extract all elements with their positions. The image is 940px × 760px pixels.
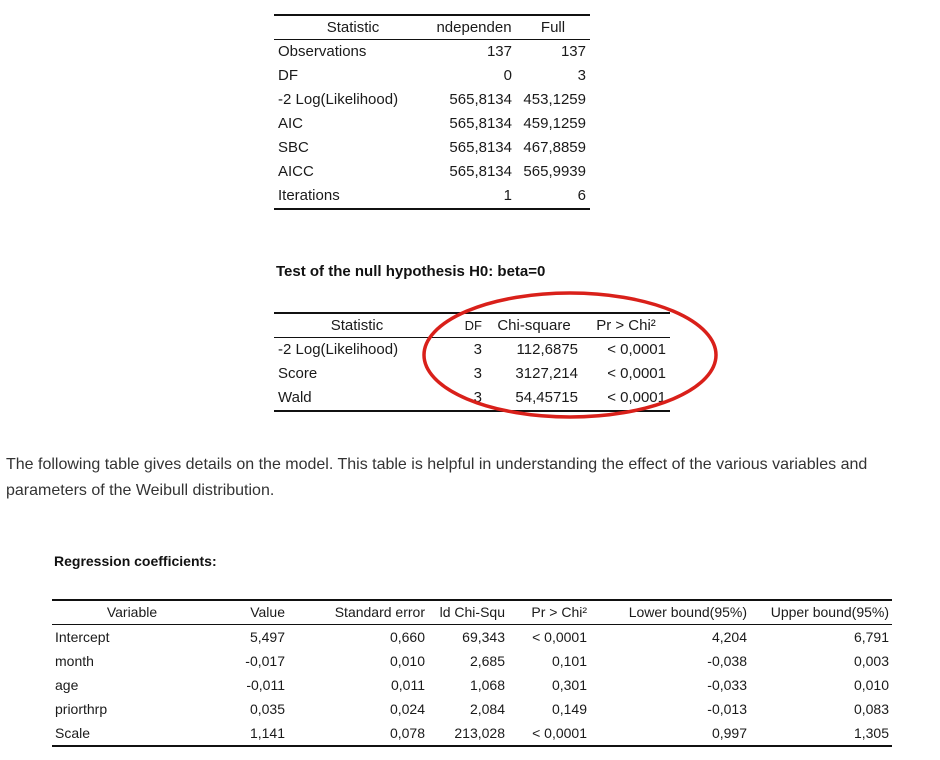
cell-value: 0,997 [711,725,747,741]
cell-value: 3 [473,341,482,358]
cell-value: 69,343 [462,629,505,645]
cell-value: 2,084 [469,701,505,717]
table-row [52,649,892,673]
cell-value: 453,1259 [523,91,586,108]
cell-value: -0,013 [707,701,747,717]
row-label: AICC [278,163,314,180]
cell-value: 1,141 [249,725,285,741]
table-row [52,673,892,697]
column-header: Pr > Chi² [596,317,656,334]
cell-value: 0 [503,67,512,84]
cell-value: 2,685 [469,653,505,669]
cell-value: 565,8134 [449,115,512,132]
cell-value: -0,017 [245,653,285,669]
cell-value: 467,8859 [523,139,586,156]
regression-coefficients-table [52,599,892,747]
cell-value: 565,9939 [523,163,586,180]
table-row [274,136,590,160]
cell-value: 1,068 [469,677,505,693]
cell-value: 0,024 [389,701,425,717]
table-row [274,160,590,184]
cell-value: 0,078 [389,725,425,741]
column-header: Upper bound(95%) [770,604,889,620]
cell-value: -0,011 [246,677,285,693]
row-label: month [55,653,94,669]
cell-value: 0,010 [389,653,425,669]
cell-value: 565,8134 [449,163,512,180]
table-header-row [52,600,892,625]
row-label: -2 Log(Likelihood) [278,341,399,358]
highlight-ellipse [424,293,716,417]
row-label: DF [278,67,298,84]
cell-value: 213,028 [454,725,505,741]
table-row [274,184,590,209]
goodness-of-fit-table [274,14,590,210]
cell-value: 0,149 [551,701,587,717]
column-header: Statistic [330,317,384,334]
column-header: Pr > Chi² [531,604,587,620]
cell-value: < 0,0001 [607,365,666,382]
cell-value: 565,8134 [449,91,512,108]
cell-value: 3 [473,389,482,406]
cell-value: 0,003 [853,653,889,669]
row-label: Iterations [278,187,340,204]
column-header: Statistic [326,19,380,36]
cell-value: 4,204 [711,629,747,645]
cell-value: 0,083 [853,701,889,717]
row-label: Observations [278,43,367,60]
column-header: Lower bound(95%) [628,604,747,620]
test-heading: Test of the null hypothesis H0: beta=0 [276,263,546,280]
cell-value: < 0,0001 [607,389,666,406]
row-label: -2 Log(Likelihood) [278,91,399,108]
table-row [274,88,590,112]
cell-value: < 0,0001 [532,629,587,645]
table-row [274,64,590,88]
cell-value: 0,035 [249,701,285,717]
column-header: ndependen [436,19,512,36]
cell-value: 459,1259 [523,115,586,132]
table-row [274,112,590,136]
row-label: Wald [278,389,312,406]
cell-value: -0,038 [707,653,747,669]
row-label: Intercept [55,629,110,645]
cell-value: 0,660 [389,629,425,645]
table-row [52,697,892,721]
cell-value: 3 [577,67,586,84]
cell-value: < 0,0001 [607,341,666,358]
row-label: Score [278,365,318,382]
cell-value: 0,101 [551,653,587,669]
cell-value: 0,011 [391,677,425,693]
description-paragraph: The following table gives details on the model. This table is helpful in understanding the effect of the various variables and parameters of the Weibull distribution. [6,456,868,499]
cell-value: 565,8134 [449,139,512,156]
cell-value: 0,010 [853,677,889,693]
column-header: Full [540,19,566,36]
column-header: Chi-square [497,317,571,334]
row-label: age [55,677,79,693]
cell-value: -0,033 [707,677,747,693]
cell-value: 3 [473,365,482,382]
cell-value: 137 [486,43,512,60]
row-label: SBC [278,139,309,156]
row-label: AIC [278,115,304,132]
table-row [52,625,892,650]
table-row [274,40,590,65]
cell-value: 3127,214 [515,365,578,382]
cell-value: < 0,0001 [532,725,587,741]
coefficients-heading: Regression coefficients: [54,553,217,569]
row-label: Scale [55,725,91,741]
column-header: ld Chi-Squ [439,604,505,620]
table-header-row [274,15,590,40]
table-row [52,721,892,746]
cell-value: 54,45715 [515,389,578,406]
cell-value: 112,6875 [516,341,578,358]
cell-value: 6,791 [853,629,889,645]
red-ellipse-annotation [420,288,720,422]
column-header: Variable [106,604,158,620]
cell-value: 137 [560,43,586,60]
column-header: Standard error [334,604,425,620]
cell-value: 1,305 [853,725,889,741]
cell-value: 6 [577,187,586,204]
row-label: priorthrp [55,701,108,717]
column-header: DF [464,318,482,333]
cell-value: 5,497 [249,629,285,645]
cell-value: 0,301 [551,677,587,693]
column-header: Value [250,604,285,620]
cell-value: 1 [503,187,512,204]
